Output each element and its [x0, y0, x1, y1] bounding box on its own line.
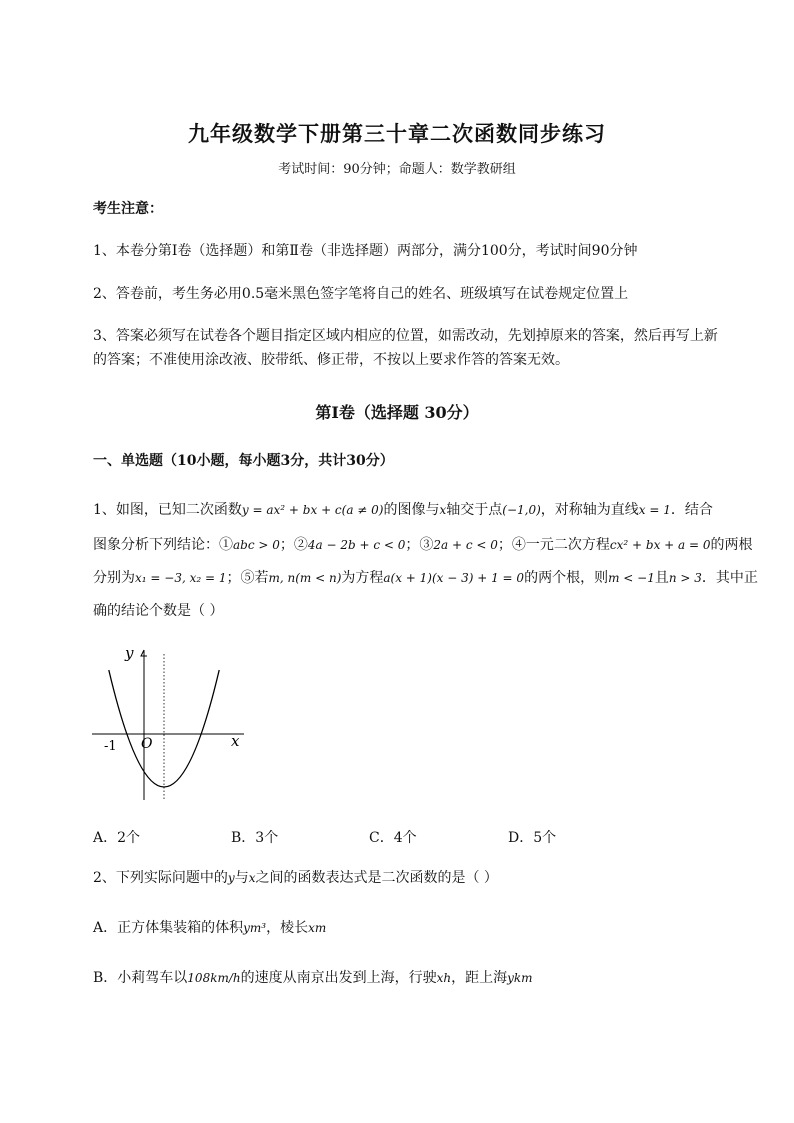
- q1-text: ；⑤若: [226, 570, 269, 586]
- q1-ineq-m: m < −1: [608, 571, 655, 585]
- q1-option-a: A．2个: [93, 830, 141, 846]
- q2-text: B．小莉驾车以: [93, 970, 188, 986]
- q1-point: (−1,0): [502, 503, 541, 517]
- q1-text: 图象分析下列结论：①: [93, 537, 233, 553]
- parabola-graph: [88, 642, 248, 802]
- q1-option-c: C．4个: [369, 830, 417, 846]
- q1-text: ；②: [279, 537, 308, 553]
- q1-text: 的图像与: [383, 502, 440, 518]
- q2-stem: [93, 868, 498, 888]
- q2-text: 与: [234, 870, 249, 886]
- q1-equation-5: a(x + 1)(x − 3) + 1 = 0: [383, 571, 525, 585]
- q1-line-1: [93, 500, 713, 520]
- q1-function-expr: y = ax² + bx + c(a ≠ 0): [241, 503, 384, 517]
- q2-text: 2、下列实际问题中的: [93, 870, 228, 886]
- q2-edge-var: xm: [308, 921, 327, 935]
- q1-text: 为方程: [341, 570, 384, 586]
- q2-option-b: [93, 968, 533, 988]
- q2-distance-var: ykm: [507, 971, 533, 985]
- q1-conclusion-1: abc > 0: [233, 538, 280, 552]
- q1-text: ，对称轴为直线: [540, 502, 639, 518]
- q1-line-3: [93, 568, 758, 588]
- q1-ineq-n: n > 3: [668, 571, 702, 585]
- x-axis-label: x: [231, 732, 240, 750]
- q1-line-4: 确的结论个数是（ ）: [93, 603, 224, 619]
- notice-item-1: 1、本卷分第I卷（选择题）和第Ⅱ卷（非选择题）两部分，满分100分，考试时间90分钟: [93, 243, 638, 259]
- q2-var-y: y: [227, 871, 235, 885]
- q1-equation-4: cx² + bx + a = 0: [609, 538, 711, 552]
- q2-volume-var: ym³: [243, 921, 267, 935]
- q2-var-x: x: [248, 871, 256, 885]
- q1-conclusion-3: 2a + c < 0: [433, 538, 498, 552]
- q1-text: 分别为: [93, 570, 135, 586]
- notice-item-3-cont: 的答案；不准使用涂改液、胶带纸、修正带，不按以上要求作答的答案无效。: [93, 352, 569, 368]
- q1-axis-expr: x = 1: [638, 503, 671, 517]
- q1-roots: x₁ = −3, x₂ = 1: [135, 571, 227, 585]
- q1-text: 1、如图，已知二次函数: [93, 502, 242, 518]
- q2-text: ，距上海: [451, 970, 508, 986]
- q2-text: A．正方体集装箱的体积: [93, 920, 244, 936]
- q1-text: 的两根: [710, 537, 753, 553]
- q1-option-d: D．5个: [508, 830, 557, 846]
- part-heading: 一、单选题（10小题，每小题3分，共计30分）: [93, 453, 394, 469]
- q1-text: 轴交于点: [446, 502, 503, 518]
- q1-conclusion-2: 4a − 2b + c < 0: [307, 538, 406, 552]
- q1-text: ．其中正: [701, 570, 758, 586]
- q2-time-var: xh: [436, 971, 452, 985]
- neg-one-label: -1: [104, 739, 117, 754]
- q2-text: 之间的函数表达式是二次函数的是（ ）: [255, 870, 498, 886]
- q1-mn: m, n(m < n): [268, 571, 342, 585]
- q2-option-a: [93, 918, 326, 938]
- q1-text: ；③: [405, 537, 434, 553]
- exam-info: 考试时间：90分钟；命题人：数学教研组: [278, 162, 516, 177]
- y-axis-label: y: [125, 644, 134, 662]
- q1-option-b: B．3个: [231, 830, 279, 846]
- q1-text: ；④一元二次方程: [497, 537, 610, 553]
- q2-text: 的速度从南京出发到上海，行驶: [240, 970, 437, 986]
- notice-item-2: 2、答卷前，考生务必用0.5毫米黑色签字笔将自己的姓名、班级填写在试卷规定位置上: [93, 286, 629, 302]
- q1-text: 且: [654, 570, 669, 586]
- q1-line-2: [93, 535, 753, 555]
- section-title: 第I卷（选择题 30分）: [315, 403, 479, 422]
- q2-speed: 108km/h: [187, 971, 241, 985]
- q2-text: ，棱长: [266, 920, 309, 936]
- notice-heading: 考生注意：: [93, 201, 163, 217]
- q1-text: 的两个根，则: [524, 570, 609, 586]
- origin-label: O: [141, 736, 153, 752]
- page-title: 九年级数学下册第三十章二次函数同步练习: [188, 121, 606, 146]
- notice-item-3: 3、答案必须写在试卷各个题目指定区域内相应的位置，如需改动，先划掉原来的答案，然后再写上新: [93, 328, 718, 344]
- q1-var-x: x: [439, 503, 447, 517]
- q1-text: ．结合: [670, 502, 713, 518]
